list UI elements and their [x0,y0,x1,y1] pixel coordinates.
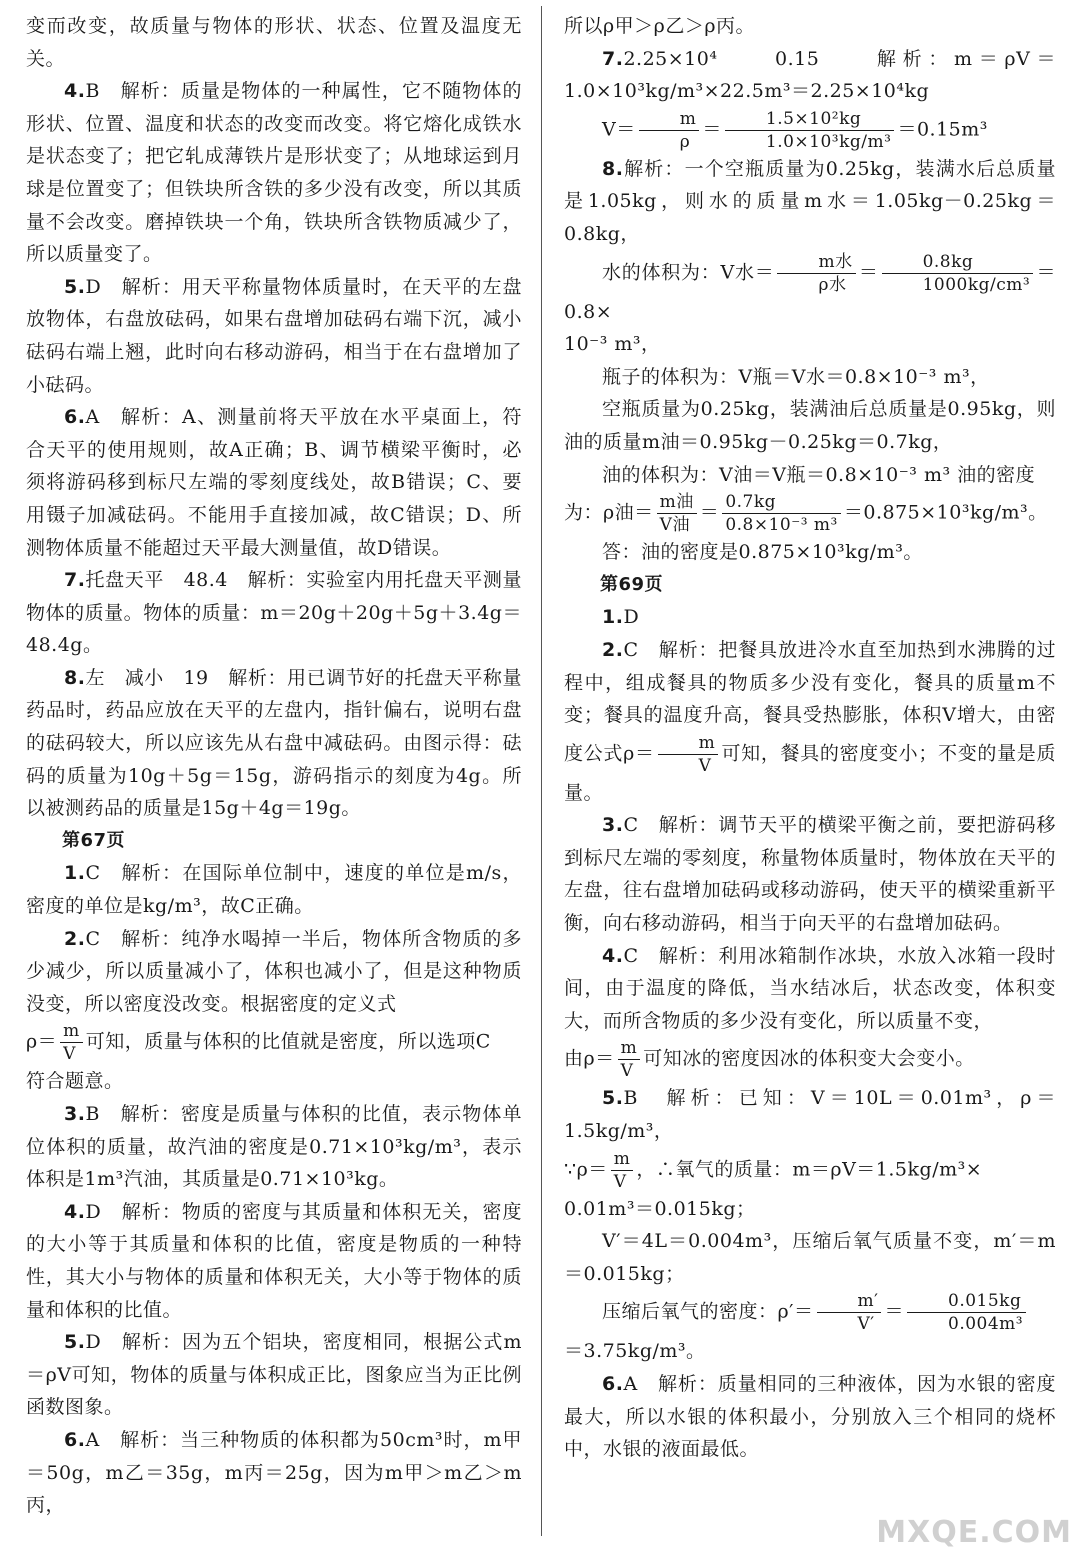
answer-text: D 解析：用天平称量物体质量时，在天平的左盘放物体，右盘放砝码，如果右盘增加砝码右端下沉，减小砝码右端上翘，此时向右移动游码，相当于在右盘增加了小砝码。 [26,275,522,396]
text-line: ＝3.75kg/m³。 [564,1340,706,1363]
formula-text: 为：ρ油＝ [564,501,654,524]
fraction [618,1037,641,1082]
answer-number: 2. [602,638,624,661]
formula-text: ＝ [702,118,722,141]
fraction-denominator: 0.8×10⁻³ m³ [725,515,838,536]
fraction-numerator: m [658,732,719,755]
formula-text: 压缩后氧气的密度：ρ′＝ [602,1300,814,1323]
answer-8 [26,662,522,825]
formula-line [564,1037,1056,1082]
answer-number: 5. [64,275,86,298]
answer-number: 8. [64,666,86,689]
formula-text: ＝0.875×10³kg/m³。 [843,501,1048,524]
answer-6 [26,401,522,564]
answer-number: 7. [602,47,624,70]
answer-number: 3. [602,814,624,837]
fraction [658,732,719,777]
fraction-denominator: ρ水 [818,274,847,295]
formula-text: ＝0.8× [564,261,1056,323]
fraction [657,491,697,536]
formula-text: ，∴氧气的质量：m＝ρV＝1.5kg/m³× [636,1158,983,1181]
fraction [725,108,895,153]
text-line: 油的体积为：V油＝V瓶＝0.8×10⁻³ m³ 油的密度 [602,463,1036,486]
fraction-numerator: 0.7kg [722,491,841,514]
answer-number: 8. [602,157,624,180]
text-line: 0.01m³＝0.015kg； [564,1197,756,1220]
answer-text: 解析：一个空瓶质量为0.25kg，装满水后总质量是1.05kg，则水的质量m水＝1.05kg－0.25kg＝0.8kg， [564,157,1056,245]
formula-line [564,108,1056,153]
answer-8 [564,153,1056,251]
formula-tail: 可知，质量与体积的比值就是密度，所以选项C [85,1030,491,1053]
right-column [564,10,1056,1466]
answer-69-6 [564,1368,1056,1466]
fraction-denominator: V [63,1044,76,1065]
answer-text: B 解析：质量是物体的一种属性，它不随物体的形状、位置、温度和状态的改变而改变。将它熔化成铁水是状态变了；把它轧成薄铁片是形状变了；从地球运到月球是位置变了；但铁块所含铁的多少没有改变，所以其质量不会改变。磨掉铁块一个角，铁块所含铁物质减少了，所以质量变了。 [26,80,522,266]
fraction-denominator: 0.004m³ [948,1314,1024,1335]
formula-rho: ρ＝ [26,1030,58,1053]
fraction-numerator: m油 [657,491,697,514]
fraction-denominator: V [698,755,712,776]
fraction-numerator: 1.5×10²kg [725,108,895,131]
answer-4 [26,75,522,271]
answer-number: 6. [602,1373,624,1395]
answer-text: A 解析：当三种物质的体积都为50cm³时，m甲＝50g，m乙＝35g，m丙＝25g，因为m甲＞m乙＞m丙， [26,1428,522,1517]
answer-text: 托盘天平 48.4 解析：实验室内用托盘天平测量物体的质量。物体的质量：m＝20g＋20g＋5g＋3.4g＝48.4g。 [26,569,522,657]
fraction-denominator: 1.0×10³kg/m³ [765,131,892,152]
formula-text: ＝ [858,261,879,284]
fraction [882,251,1034,296]
fraction-numerator: m [639,108,700,131]
fraction [907,1290,1026,1335]
fraction [817,1290,882,1335]
fraction-numerator: 0.015kg [907,1290,1026,1313]
answer-number: 2. [64,927,86,950]
text-line: 10⁻³ m³， [564,333,661,356]
formula-text: 可知，餐具的密度变小；不变的量是质量。 [564,742,1056,804]
answer-text: D 解析：物质的密度与其质量和体积无关，密度的大小等于其质量和体积的比值，密度是物质的一种特性，其大小与物体的质量和体积无关，大小等于物体的质量和体积的比值。 [26,1200,522,1321]
answer-number: 5. [602,1087,624,1110]
answer-69-4 [564,940,1056,1038]
answer-text: C 解析：在国际单位制中，速度的单位是m/s，密度的单位是kg/m³，故C正确。 [26,862,522,918]
answer-number: 4. [64,1200,86,1223]
formula-line [564,491,1056,536]
answer-number: 6. [64,406,86,429]
answer-67-2 [26,923,522,1021]
answer-67-5 [26,1326,522,1424]
column-divider [541,6,542,1536]
answer-number: 1. [64,862,86,885]
answer-number: 7. [64,569,86,592]
answer-67-4 [26,1196,522,1326]
fraction-numerator: m水 [777,251,855,274]
answer-text: C 解析：调节天平的横梁平衡之前，要把游码移到标尺左端的零刻度，称量物体质量时，物体放在天平的左盘，往右盘增加砝码或移动游码，使天平的横梁重新平衡，向右移动游码，相当于向天平的右盘增加砝码。 [564,814,1056,935]
answer-67-6 [26,1424,522,1522]
answer-text: A 解析：质量相同的三种液体，因为水银的密度最大，所以水银的体积最小，分别放入三个相同的烧杯中，水银的液面最低。 [564,1373,1056,1461]
answer-text: 2.25×10⁴ 0.15 解析：m＝ρV＝1.0×10³kg/m³×22.5m³＝2.25×10⁴kg [564,47,1056,103]
answer-text: B 解析：已知：V＝10L＝0.01m³，ρ＝1.5kg/m³， [564,1087,1056,1143]
fraction-numerator: m [618,1037,641,1060]
fraction-numerator: m [60,1020,83,1043]
text-line: 空瓶质量为0.25kg，装满油后总质量是0.95kg，则油的质量m油＝0.95kg－0.25kg＝0.7kg， [564,398,1056,453]
answer-number: 4. [64,80,86,103]
text-r0: 所以ρ甲＞ρ乙＞ρ丙。 [564,15,756,37]
answer-number: 4. [602,944,624,967]
fraction-denominator: V [613,1171,627,1192]
formula-line [564,1148,1056,1193]
fraction [60,1020,83,1065]
fraction [722,491,841,536]
text-line: 符合题意。 [26,1070,124,1093]
fraction [611,1148,634,1193]
text-line: V′＝4L＝0.004m³，压缩后氧气质量不变，m′＝m＝0.015kg； [564,1230,1056,1285]
formula-line [26,1020,522,1065]
fraction-denominator: V′ [857,1314,875,1335]
answer-number: 3. [64,1103,86,1125]
formula-text: ＝0.15m³ [897,118,988,141]
formula-text: 水的体积为：V水＝ [602,261,775,284]
answer-text: 左 减小 19 解析：用已调节好的托盘天平称量药品时，药品应放在天平的左盘内，指针偏右，说明右盘的砝码较大，所以应该先从右盘中减砝码。由图示得：砝码的质量为10g＋5g＝15g，游码指示的刻度为4g。所以被测药品的质量是15g＋4g＝19g。 [26,666,522,820]
formula-text: 由ρ＝ [564,1047,615,1070]
answer-69-1 [564,601,1056,634]
answer-number: 6. [64,1428,86,1451]
formula-text: ρ＝ [623,742,655,765]
fraction-numerator: 0.8kg [882,251,1034,274]
fraction-denominator: V油 [659,515,690,536]
fraction-numerator: m [611,1148,634,1171]
answer-text: C 解析：利用冰箱制作冰块，水放入冰箱一段时间，由于温度的降低，当水结冰后，状态改变，体积变大，而所含物质的多少没有变化，所以质量不变， [564,944,1056,1032]
answer-text: D [623,606,640,629]
answer-text: A 解析：A、测量前将天平放在水平桌面上，符合天平的使用规则，故A正确；B、调节横梁平衡时，必须将游码移到标尺左端的零刻度线处，故B错误；C、要用镊子加减砝码。不能用手直接加减，故C错误；D、所测物体质量不能超过天平最大测量值，故D错误。 [26,406,522,559]
fraction [639,108,700,153]
answer-69-5 [564,1082,1056,1147]
answer-number: 5. [64,1331,86,1354]
answer-69-2 [564,634,1056,809]
formula-line [564,251,1056,329]
formula-text: ∵ρ＝ [564,1158,608,1181]
formula-text: V＝ [602,118,636,141]
left-column [26,10,522,1522]
answer-67-3 [26,1098,522,1196]
answer-statement: 答：油的密度是0.875×10³kg/m³。 [602,541,923,564]
answer-text: C 解析：把餐具放进冷水直至加热到水沸腾的过程中，组成餐具的物质多少没有变化，餐具的质量m不变；餐具的温度升高，餐具受热膨胀，体积V增大，由密度公式 [564,638,1056,765]
answer-text: C 解析：纯净水喝掉一半后，物体所含物质的多少减少，所以质量减小了，体积也减小了，但是这种物质没变，所以密度没改变。根据密度的定义式 [26,927,522,1015]
section-heading-page-67: 第67页 [62,829,126,851]
answer-text: B 解析：密度是质量与体积的比值，表示物体单位体积的质量，故汽油的密度是0.71×10³kg/m³，表示体积是1m³汽油，其质量是0.71×10³kg。 [26,1103,522,1191]
section-heading-page-69: 第69页 [600,573,664,595]
answer-number: 1. [602,606,624,629]
answer-67-1 [26,857,522,922]
answer-7 [564,43,1056,108]
formula-line [564,1290,1056,1335]
watermark-logo: MXQE.COM [876,1515,1072,1550]
fraction-denominator: V [620,1061,634,1082]
fraction-denominator: ρ [679,131,691,152]
text-line: 瓶子的体积为：V瓶＝V水＝0.8×10⁻³ m³， [602,365,990,388]
answer-5 [26,271,522,401]
fraction [777,251,855,296]
formula-text: 可知冰的密度因冰的体积变大会变小。 [643,1047,975,1070]
answer-text: D 解析：因为五个铝块，密度相同，根据公式m＝ρV可知，物体的质量与体积成正比，图象应当为正比例函数图象。 [26,1331,522,1419]
fraction-numerator: m′ [817,1290,882,1313]
formula-text: ＝ [884,1300,904,1323]
text-l0: 变而改变，故质量与物体的形状、状态、位置及温度无关。 [26,15,522,70]
answer-69-3 [564,809,1056,939]
answer-7 [26,564,522,662]
fraction-denominator: 1000kg/cm³ [922,274,1031,295]
formula-text: ＝ [699,501,720,524]
